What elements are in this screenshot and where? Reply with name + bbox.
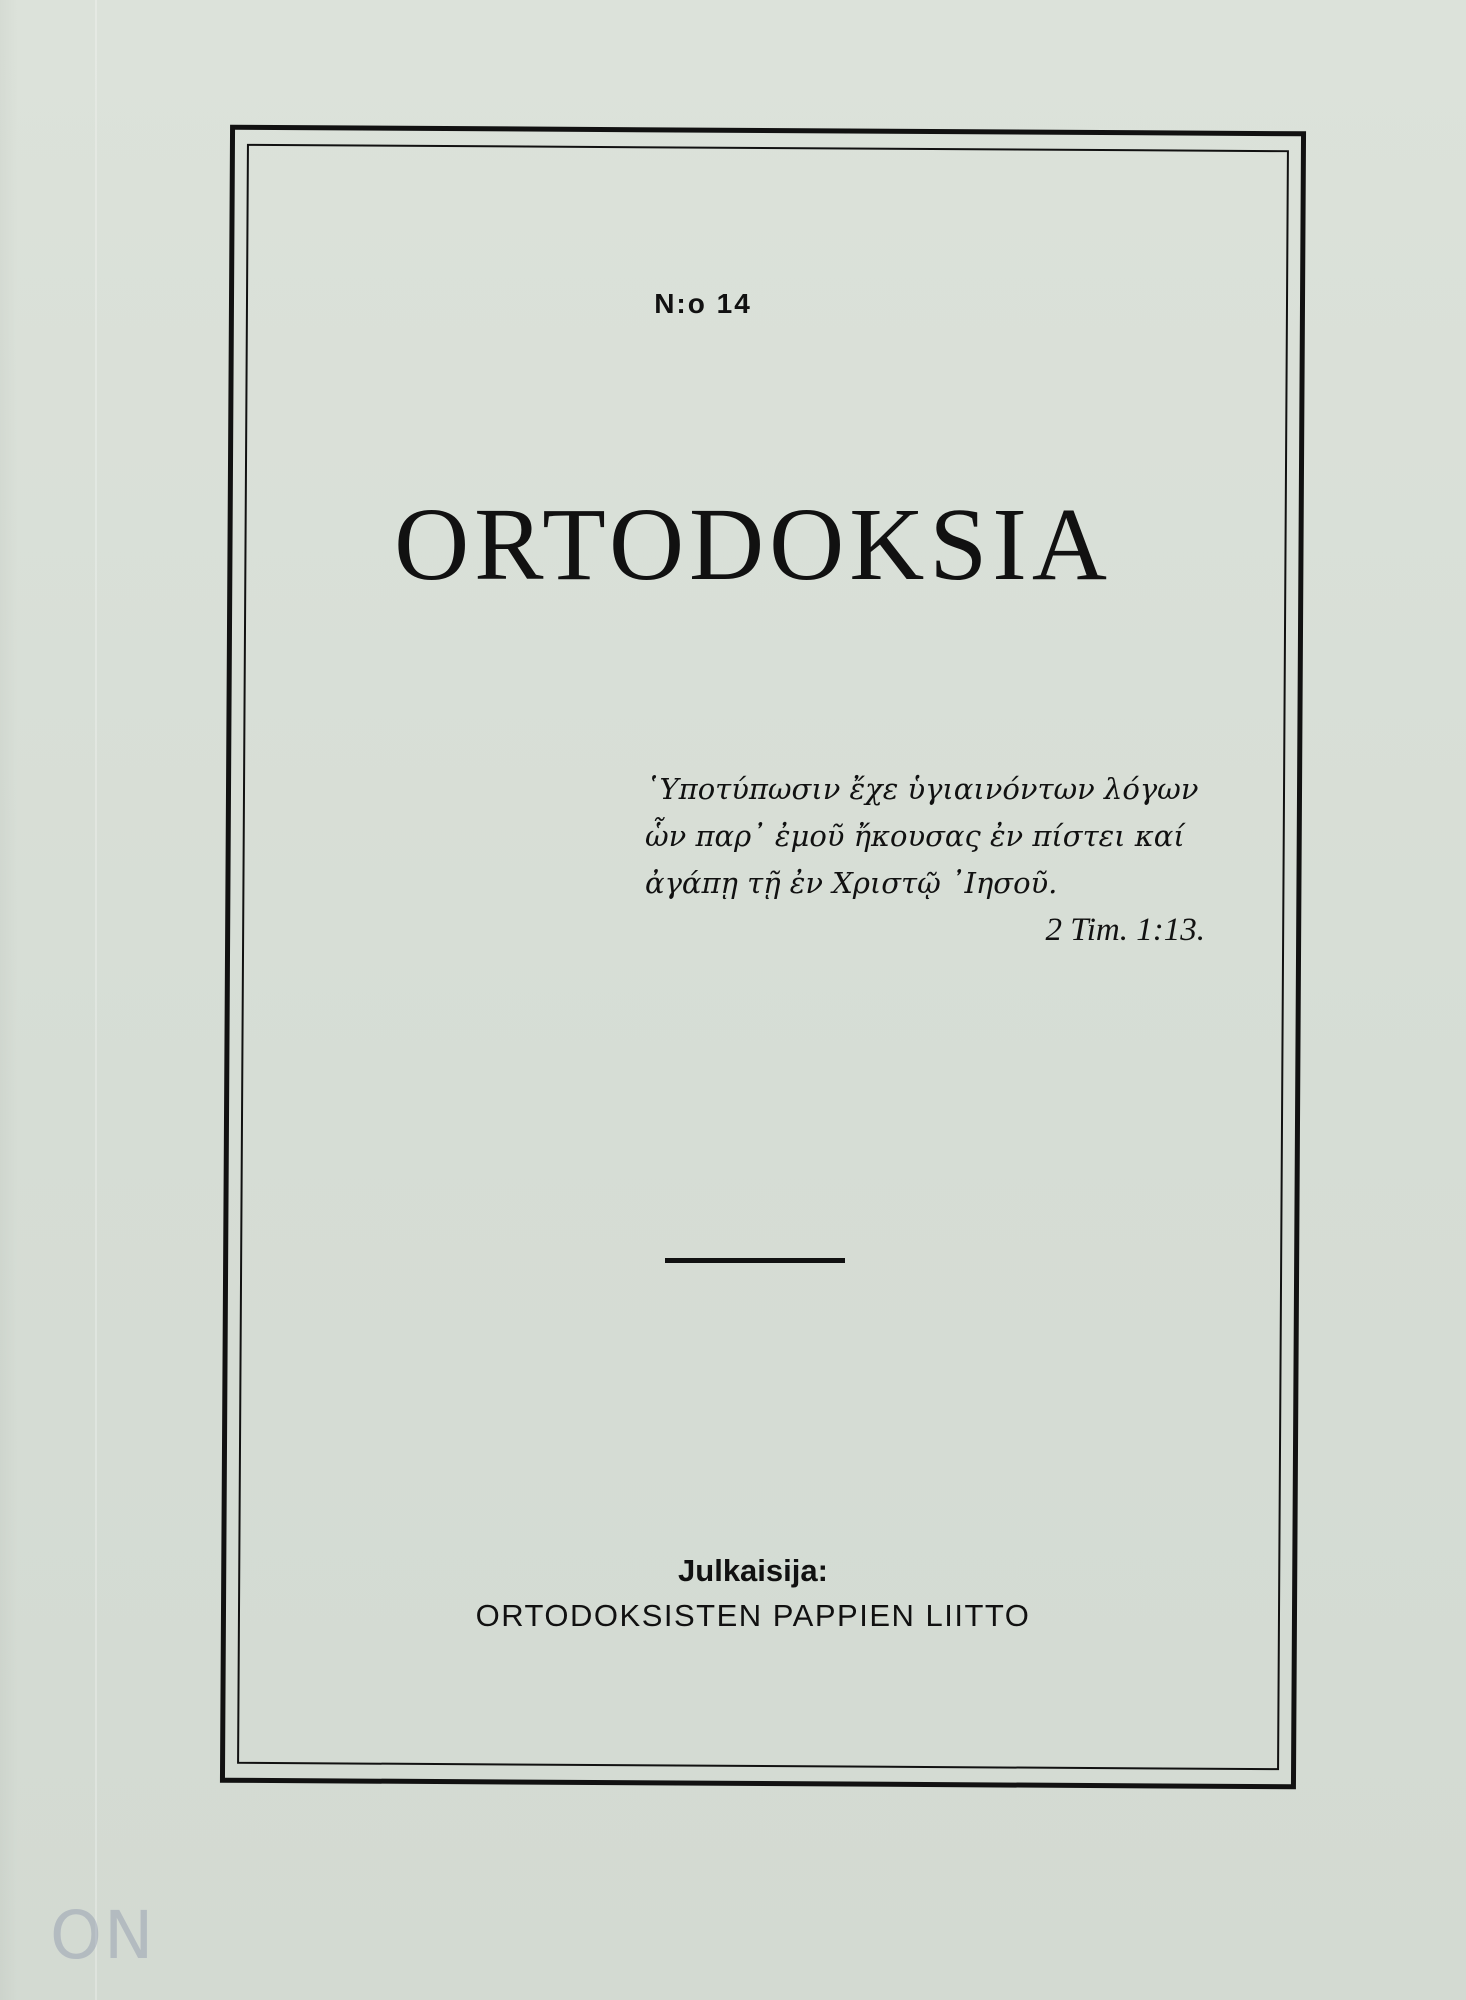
epigraph-line-3: ἀγάπῃ τῇ ἐν Χριστῷ ᾽Ιησοῦ. [645,866,1058,900]
epigraph-line-2: ὧν παρ᾽ ἐμοῦ ἤκουσας ἐν πίστει καί [645,819,1185,853]
issue-number: N:o 14 [654,288,752,319]
greek-epigraph [645,766,1225,954]
publication-title: ORTODOKSIA [394,487,1112,602]
epigraph-line-1: ῾Υποτύπωσιν ἔχε ὑγιαινόντων λόγων [645,772,1199,806]
cover-content [225,128,1301,1786]
spine-fold [95,0,97,2000]
publisher-name: ORTODOKSISTEN PAPPIEN LIITTO [475,1598,1031,1633]
publisher-label: Julkaisija: [678,1553,828,1588]
decorative-rule [665,1258,845,1263]
watermark-logo: ON [50,1897,156,1974]
epigraph-reference: 2 Tim. 1:13. [1045,912,1205,948]
